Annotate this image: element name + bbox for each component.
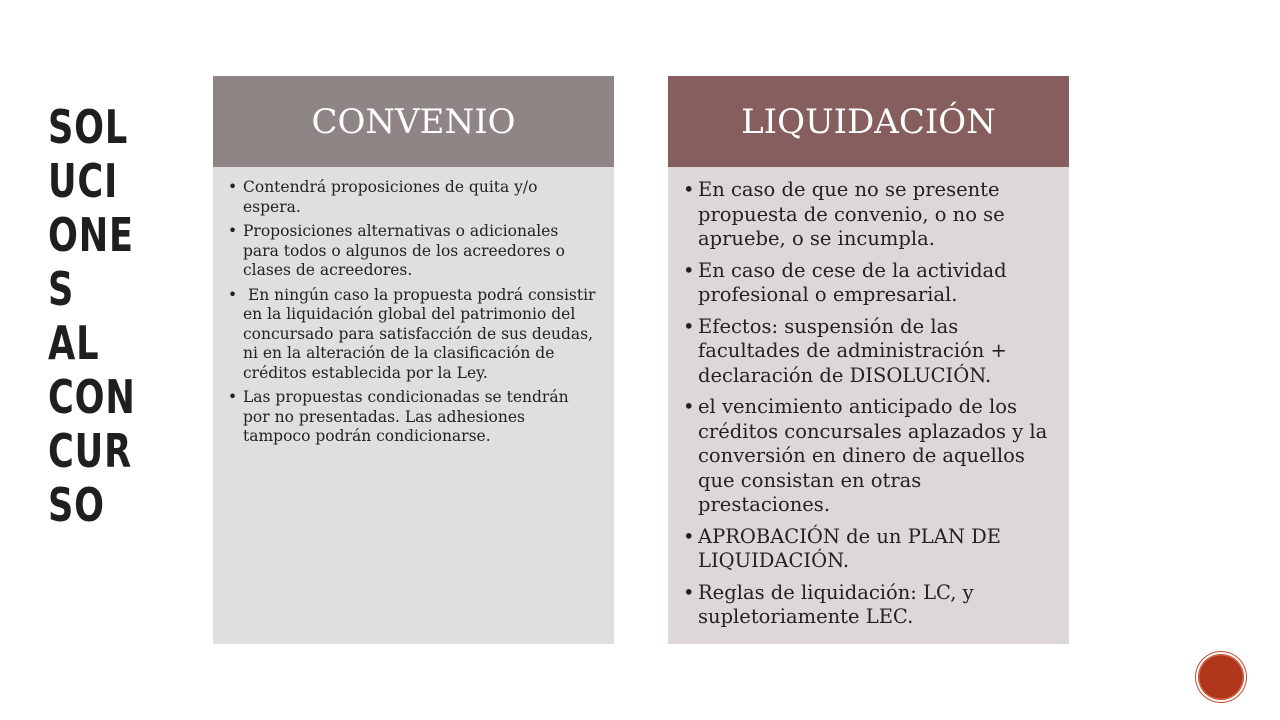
title-line: CUR xyxy=(48,424,133,478)
convenio-heading: CONVENIO xyxy=(213,76,614,167)
liquidacion-item: • En caso de cese de la actividad profesional o empresarial. xyxy=(698,259,1049,308)
next-slide-button[interactable] xyxy=(1198,654,1244,700)
convenio-item: • En ningún caso la propuesta podrá consistir en la liquidación global del patrimonio del concursado para satisfacción de sus deudas, ni en la alteración de la clasificación de créditos establecida por la Ley. xyxy=(243,286,596,384)
convenio-item: • Contendrá proposiciones de quita y/o espera. xyxy=(243,178,596,217)
title-line: ONE xyxy=(48,208,134,262)
liquidacion-column xyxy=(668,76,1069,644)
title-line: SOL xyxy=(48,100,129,154)
title-line: CON xyxy=(48,370,136,424)
title-line: UCI xyxy=(48,154,119,208)
liquidacion-item: • Efectos: suspensión de las facultades de administración + declaración de DISOLUCIÓN. xyxy=(698,315,1049,389)
liquidacion-item: • Reglas de liquidación: LC, y supletoriamente LEC. xyxy=(698,581,1049,630)
convenio-item: • Proposiciones alternativas o adicionales para todos o algunos de los acreedores o clases de acreedores. xyxy=(243,222,596,281)
liquidacion-item: • En caso de que no se presente propuesta de convenio, o no se apruebe, o se incumpla. xyxy=(698,178,1049,252)
convenio-item: • Las propuestas condicionadas se tendrán por no presentadas. Las adhesiones tampoco podrán condicionarse. xyxy=(243,388,596,447)
convenio-body xyxy=(213,167,614,447)
liquidacion-heading: LIQUIDACIÓN xyxy=(668,76,1069,167)
convenio-list xyxy=(243,178,601,447)
liquidacion-item: • APROBACIÓN de un PLAN DE LIQUIDACIÓN. xyxy=(698,525,1049,574)
convenio-column xyxy=(213,76,614,644)
liquidacion-body xyxy=(668,167,1069,630)
title-line: AL xyxy=(48,316,100,370)
liquidacion-item: • el vencimiento anticipado de los créditos concursales aplazados y la conversión en dinero de aquellos que consistan en otras prestaciones. xyxy=(698,395,1049,518)
liquidacion-list xyxy=(698,178,1049,630)
next-slide-icon xyxy=(1198,654,1244,700)
title-line: SO xyxy=(48,478,105,532)
title-line: S xyxy=(48,262,75,316)
slide-title xyxy=(48,100,142,532)
